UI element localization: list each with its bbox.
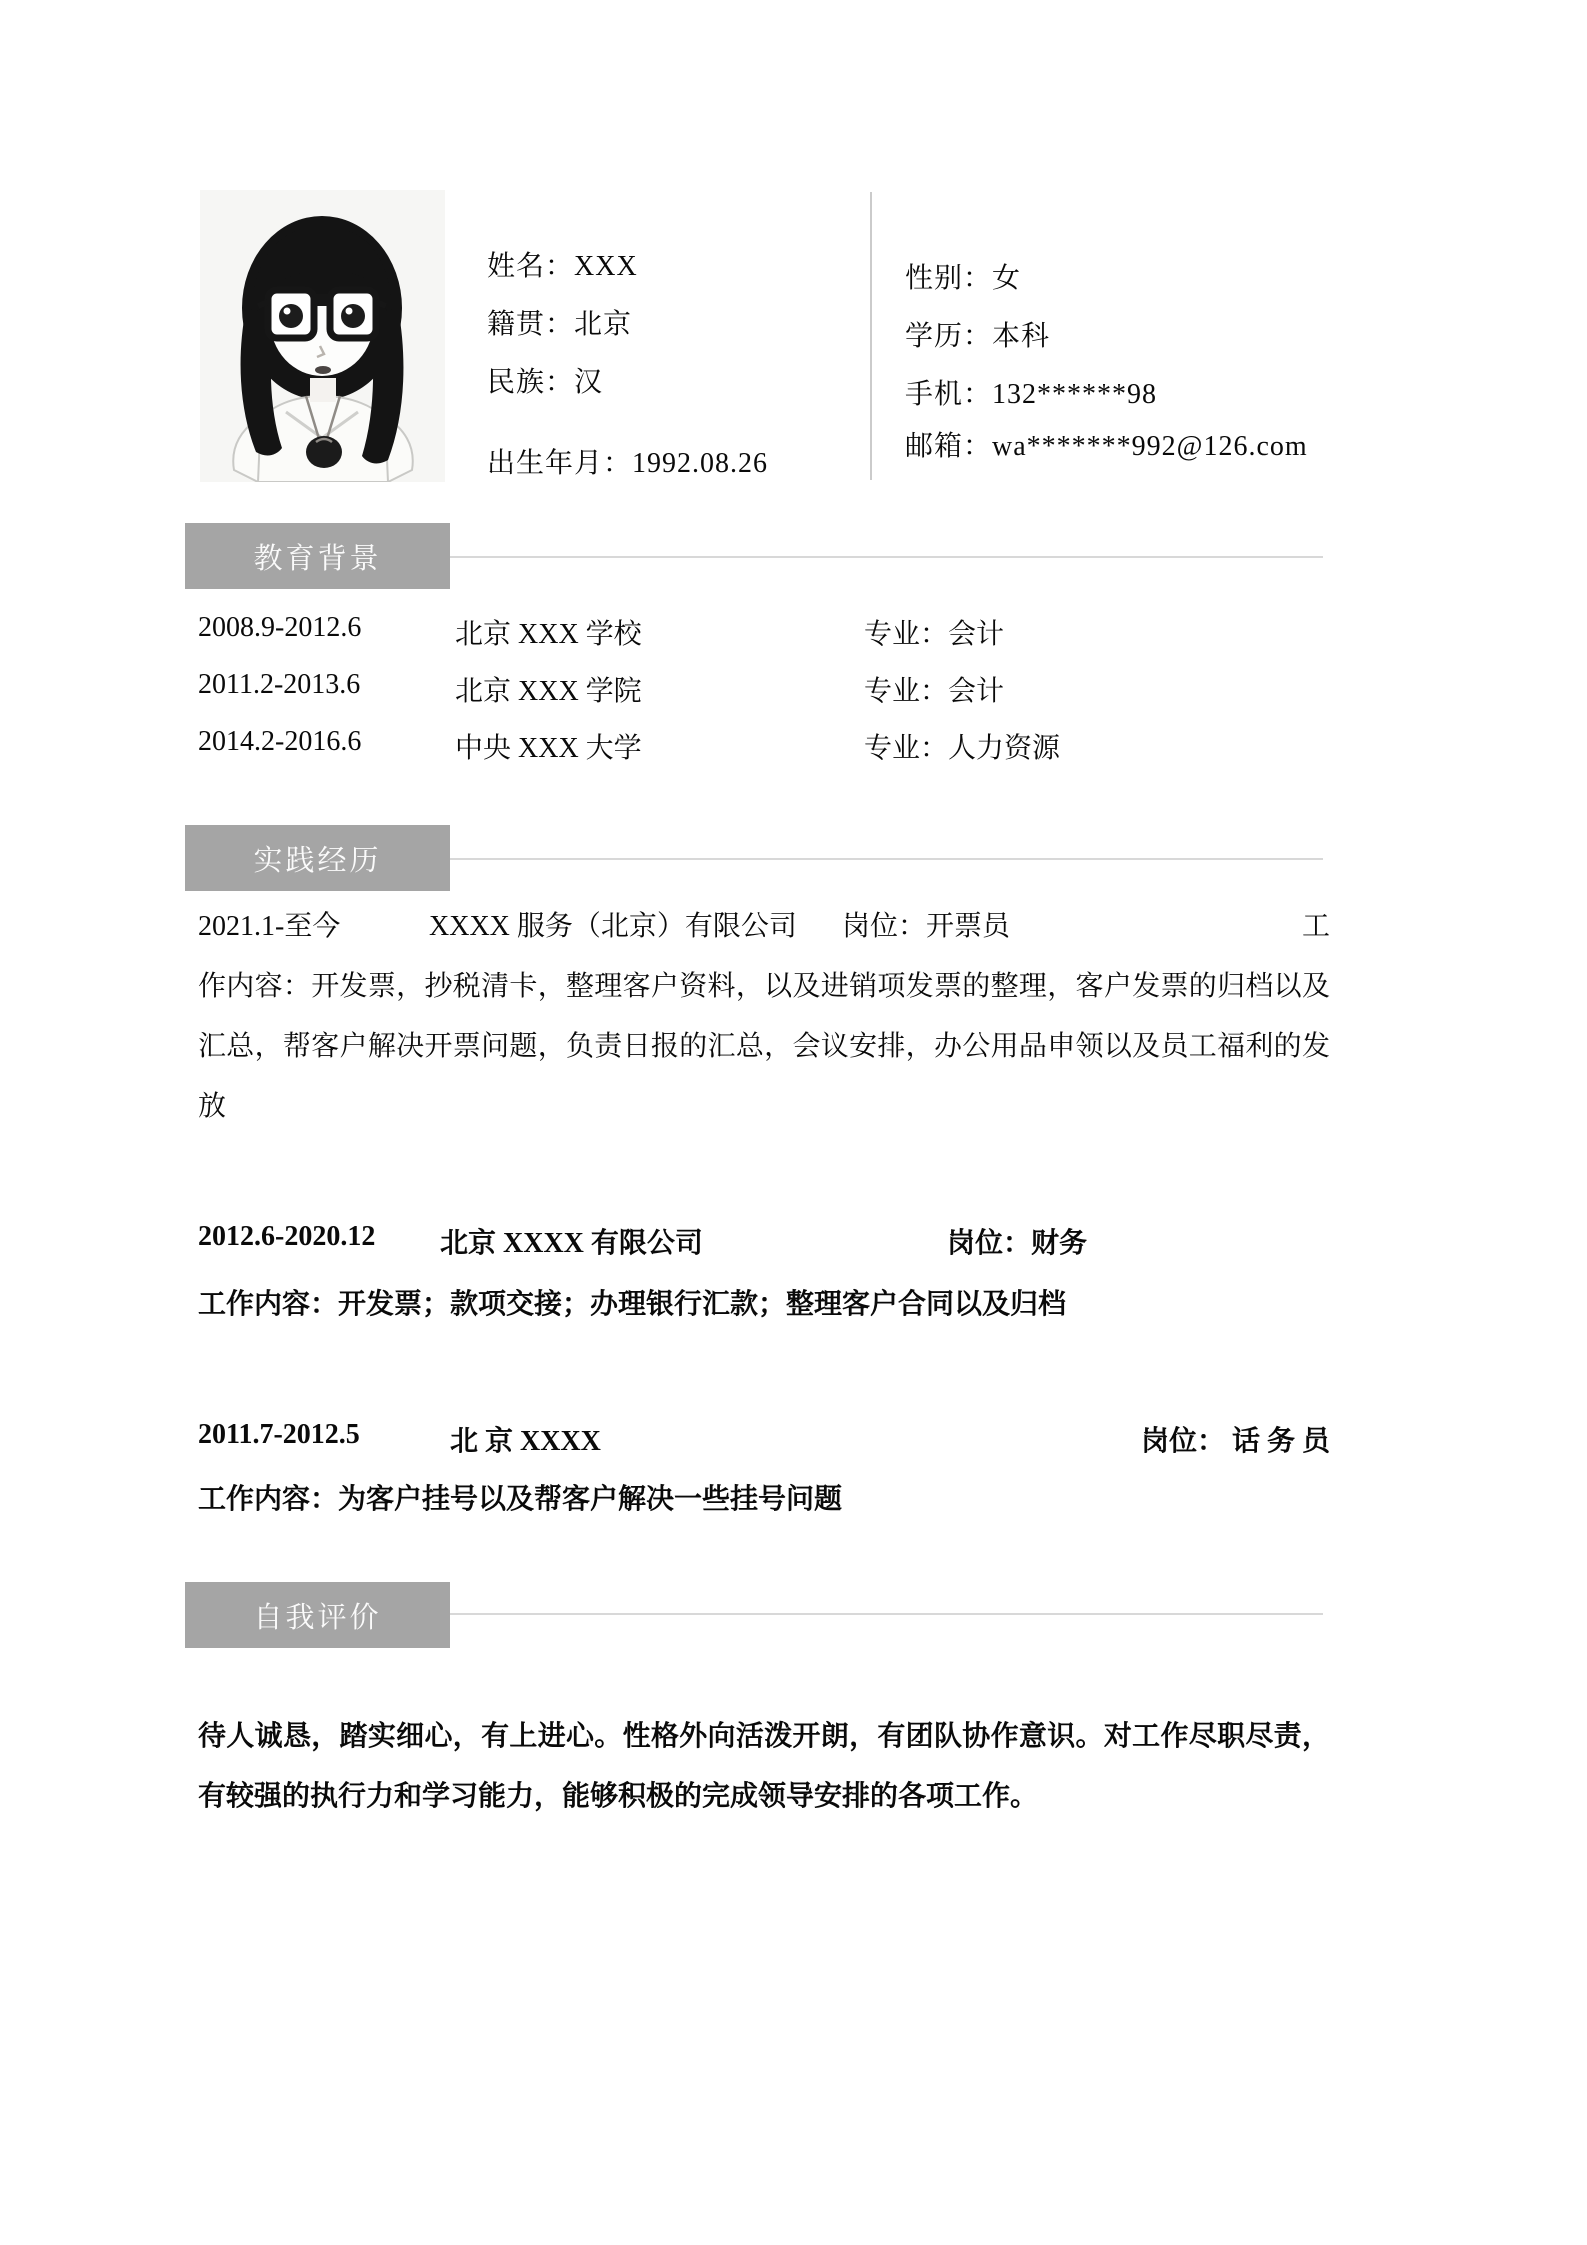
field-label: 籍贯： [487, 309, 575, 340]
edu-school: 北京 XXX 学校 [455, 619, 642, 650]
field-phone [905, 372, 1157, 412]
field-value: 北京 [574, 309, 633, 340]
field-birth-date [487, 441, 768, 481]
job-period: 2011.7-2012.5 [198, 1419, 360, 1450]
section-rule [450, 556, 1323, 558]
job-position: 岗位：开票员 [842, 911, 1011, 942]
job-position: 岗位：财务 [947, 1228, 1088, 1259]
header-divider [870, 192, 872, 480]
edu-school: 中央 XXX 大学 [455, 733, 642, 764]
job-company: 北 京 XXXX [450, 1426, 601, 1457]
cartoon-girl-illustration [200, 190, 445, 482]
section-rule [450, 858, 1323, 860]
field-label: 性别： [905, 263, 993, 294]
field-value: XXX [574, 251, 638, 282]
edu-major: 专业：会计 [864, 619, 1005, 650]
field-label: 手机： [905, 379, 993, 410]
job-position: 岗位： 话 务 员 [1140, 1426, 1330, 1457]
section-title-experience [185, 825, 450, 891]
edu-major: 专业：会计 [864, 676, 1005, 707]
section-title-evaluation [185, 1582, 450, 1648]
field-value: 女 [992, 263, 1022, 294]
field-value: wa*******992@126.com [992, 431, 1308, 462]
job-duty-line: 汇总，帮客户解决开票问题，负责日报的汇总，会议安排，办公用品申领以及员工福利的发 [198, 1031, 1330, 1062]
field-native-place [487, 302, 632, 342]
field-label: 邮箱： [905, 431, 993, 462]
job-company: XXXX 服务（北京）有限公司 [429, 911, 797, 942]
field-label: 出生年月： [487, 448, 633, 479]
job-period: 2012.6-2020.12 [198, 1221, 376, 1252]
evaluation-line: 有较强的执行力和学习能力，能够积极的完成领导安排的各项工作。 [198, 1781, 1039, 1812]
field-value: 132******98 [992, 379, 1158, 410]
field-label: 民族： [487, 367, 575, 398]
job-period: 2021.1-至今 [198, 911, 341, 942]
field-value: 本科 [992, 321, 1051, 352]
field-label: 学历： [905, 321, 993, 352]
profile-photo [200, 190, 445, 482]
edu-period: 2014.2-2016.6 [198, 726, 362, 757]
job-duty-line: 工作内容：为客户挂号以及帮客户解决一些挂号问题 [198, 1484, 843, 1515]
section-title-text: 实践经历 [253, 844, 382, 877]
field-name [487, 244, 638, 284]
field-value: 1992.08.26 [632, 448, 769, 479]
edu-school: 北京 XXX 学院 [455, 676, 642, 707]
job-duty-overflow: 工 [1302, 911, 1331, 942]
evaluation-line: 待人诚恳，踏实细心，有上进心。性格外向活泼开朗，有团队协作意识。对工作尽职尽责， [198, 1721, 1330, 1752]
section-title-text: 教育背景 [253, 542, 382, 575]
section-title-text: 自我评价 [253, 1601, 382, 1634]
job-duty-line: 工作内容：开发票；款项交接；办理银行汇款；整理客户合同以及归档 [198, 1289, 1067, 1320]
field-degree [905, 314, 1050, 354]
field-gender [905, 256, 1021, 296]
job-duty-line: 作内容：开发票，抄税清卡，整理客户资料，以及进销项发票的整理，客户发票的归档以及 [198, 971, 1330, 1002]
section-title-education [185, 523, 450, 589]
field-value: 汉 [574, 367, 604, 398]
section-rule [450, 1613, 1323, 1615]
field-label: 姓名： [487, 251, 575, 282]
edu-period: 2011.2-2013.6 [198, 669, 361, 700]
edu-major: 专业：人力资源 [864, 733, 1061, 764]
job-duty-line: 放 [198, 1091, 227, 1122]
field-email [905, 424, 1308, 464]
field-ethnicity [487, 360, 603, 400]
edu-period: 2008.9-2012.6 [198, 612, 362, 643]
job-company: 北京 XXXX 有限公司 [440, 1228, 703, 1259]
